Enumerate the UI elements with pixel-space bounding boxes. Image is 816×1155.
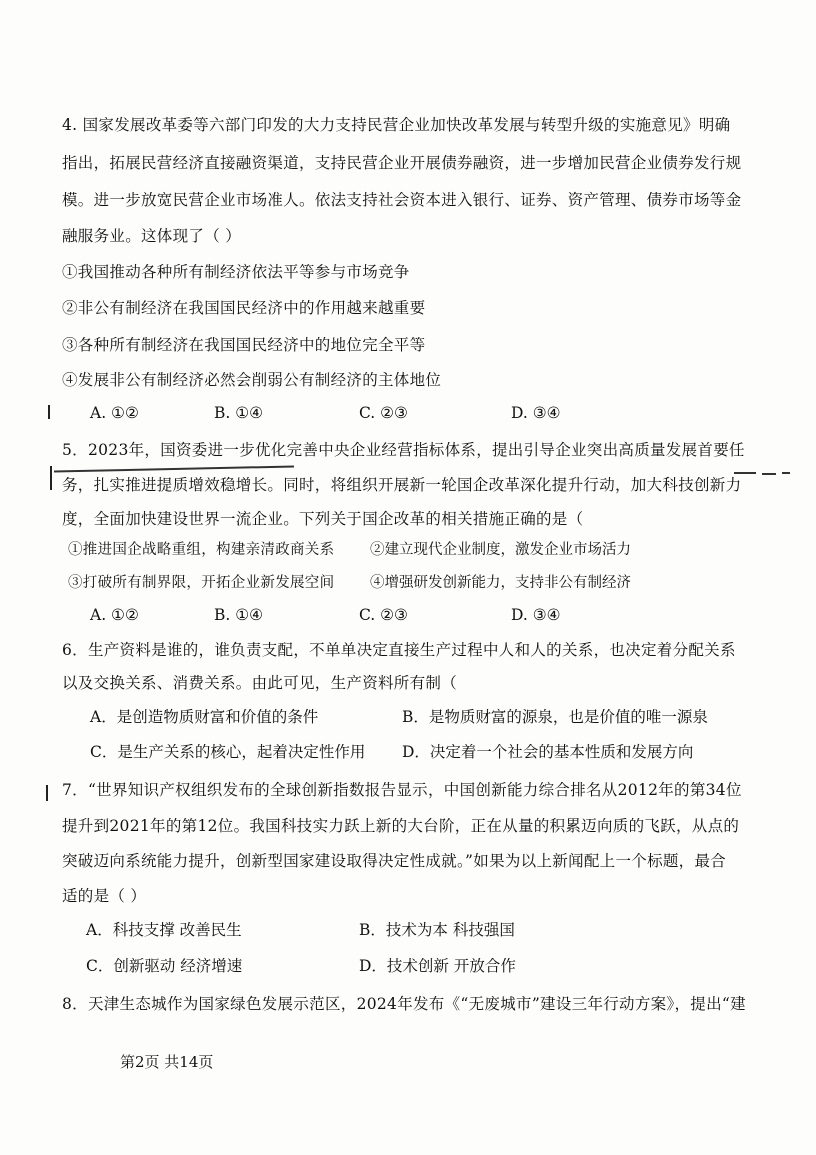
- question-6-line-2: 以及交换关系、消费关系。由此可见，生产资料所有制（: [62, 674, 458, 692]
- question-4-item-4: ④发展非公有制经济必然会削弱公有制经济的主体地位: [62, 371, 442, 389]
- pen-dash-stroke: [734, 472, 756, 474]
- margin-tick-mark: [46, 785, 48, 801]
- question-6-line-1: 6．生产资料是谁的，谁负责支配，不单单决定直接生产过程中人和人的关系，也决定着分配关系: [62, 641, 736, 659]
- question-4-option-d: D. ③④: [511, 404, 561, 422]
- margin-tick-mark: [50, 466, 52, 490]
- question-4-line-1: 4. 国家发展改革委等六部门印发的大力支持民营企业加快改革发展与转型升级的实施意见》明确: [62, 116, 731, 134]
- question-7-line-1: 7．“世界知识产权组织发布的全球创新指数报告显示，中国创新能力综合排名从2012年的第34位: [62, 781, 742, 799]
- question-5-item-3: ③打破所有制界限，开拓企业新发展空间: [68, 575, 335, 591]
- question-4-item-1: ①我国推动各种所有制经济依法平等参与市场竞争: [62, 263, 410, 281]
- question-4-option-a: A. ①②: [90, 404, 139, 422]
- question-6-option-a: A．是创造物质财富和价值的条件: [90, 708, 319, 726]
- question-5-line-2: 务，扎实推进提质增效稳增长。同时，将组织开展新一轮国企改革深化提升行动，加大科技创新力: [62, 476, 742, 494]
- question-5-option-c: C. ②③: [359, 606, 408, 624]
- question-4-line-2: 指出，拓展民营经济直接融资渠道，支持民营企业开展债券融资，进一步增加民营企业债券发行规: [62, 154, 742, 172]
- question-5-item-2: ②建立现代企业制度，激发企业市场活力: [370, 542, 631, 558]
- question-4-line-4: 融服务业。这体现了（ ）: [62, 227, 242, 245]
- question-7-line-2: 提升到2021年的第12位。我国科技实力跃上新的大台阶，正在从量的积累迈向质的飞跃，从点的: [62, 817, 740, 835]
- question-6-option-d: D．决定着一个社会的基本性质和发展方向: [402, 743, 694, 761]
- pen-dash-stroke: [762, 473, 776, 475]
- question-6-option-c: C．是生产关系的核心，起着决定性作用: [90, 743, 366, 761]
- question-5-line-3: 度，全面加快建设世界一流企业。下列关于国企改革的相关措施正确的是（: [62, 510, 584, 528]
- question-7-line-4: 适的是（ ）: [62, 887, 147, 905]
- question-4-option-c: C. ②③: [359, 404, 408, 422]
- question-7-option-d: D．技术创新 开放合作: [359, 957, 516, 975]
- question-4-option-b: B. ①④: [214, 404, 264, 422]
- question-7-line-3: 突破迈向系统能力提升，创新型国家建设取得决定性成就。”如果为以上新闻配上一个标题，最合: [62, 852, 727, 870]
- question-5-option-b: B. ①④: [214, 606, 264, 624]
- page-number-footer: 第2页 共14页: [120, 1053, 214, 1071]
- question-8-line-1: 8．天津生态城作为国家绿色发展示范区，2024年发布《“无废城市”建设三年行动方案》，提出“建: [62, 995, 746, 1013]
- question-4-item-2: ②非公有制经济在我国国民经济中的作用越来越重要: [62, 299, 426, 317]
- pen-dash-stroke: [782, 472, 790, 474]
- question-6-option-b: B．是物质财富的源泉，也是价值的唯一源泉: [402, 708, 708, 726]
- question-5-item-4: ④增强研发创新能力，支持非公有制经济: [370, 575, 631, 591]
- question-4-line-3: 模。进一步放宽民营企业市场准人。依法支持社会资本进入银行、证券、资产管理、债券市场等金: [62, 191, 742, 209]
- question-5-line-1: 5．2023年，国资委进一步优化完善中央企业经营指标体系，提出引导企业突出高质量发展首要任: [62, 441, 745, 459]
- margin-tick-mark: [48, 405, 50, 419]
- question-4-item-3: ③各种所有制经济在我国国民经济中的地位完全平等: [62, 336, 426, 354]
- question-5-item-1: ①推进国企战略重组，构建亲清政商关系: [68, 542, 335, 558]
- question-5-option-a: A. ①②: [90, 606, 139, 624]
- pen-underline-stroke: [54, 465, 294, 472]
- question-5-option-d: D. ③④: [511, 606, 561, 624]
- question-7-option-a: A．科技支撑 改善民生: [86, 921, 242, 939]
- question-7-option-c: C．创新驱动 经济增速: [86, 957, 243, 975]
- question-7-option-b: B．技术为本 科技强国: [359, 921, 515, 939]
